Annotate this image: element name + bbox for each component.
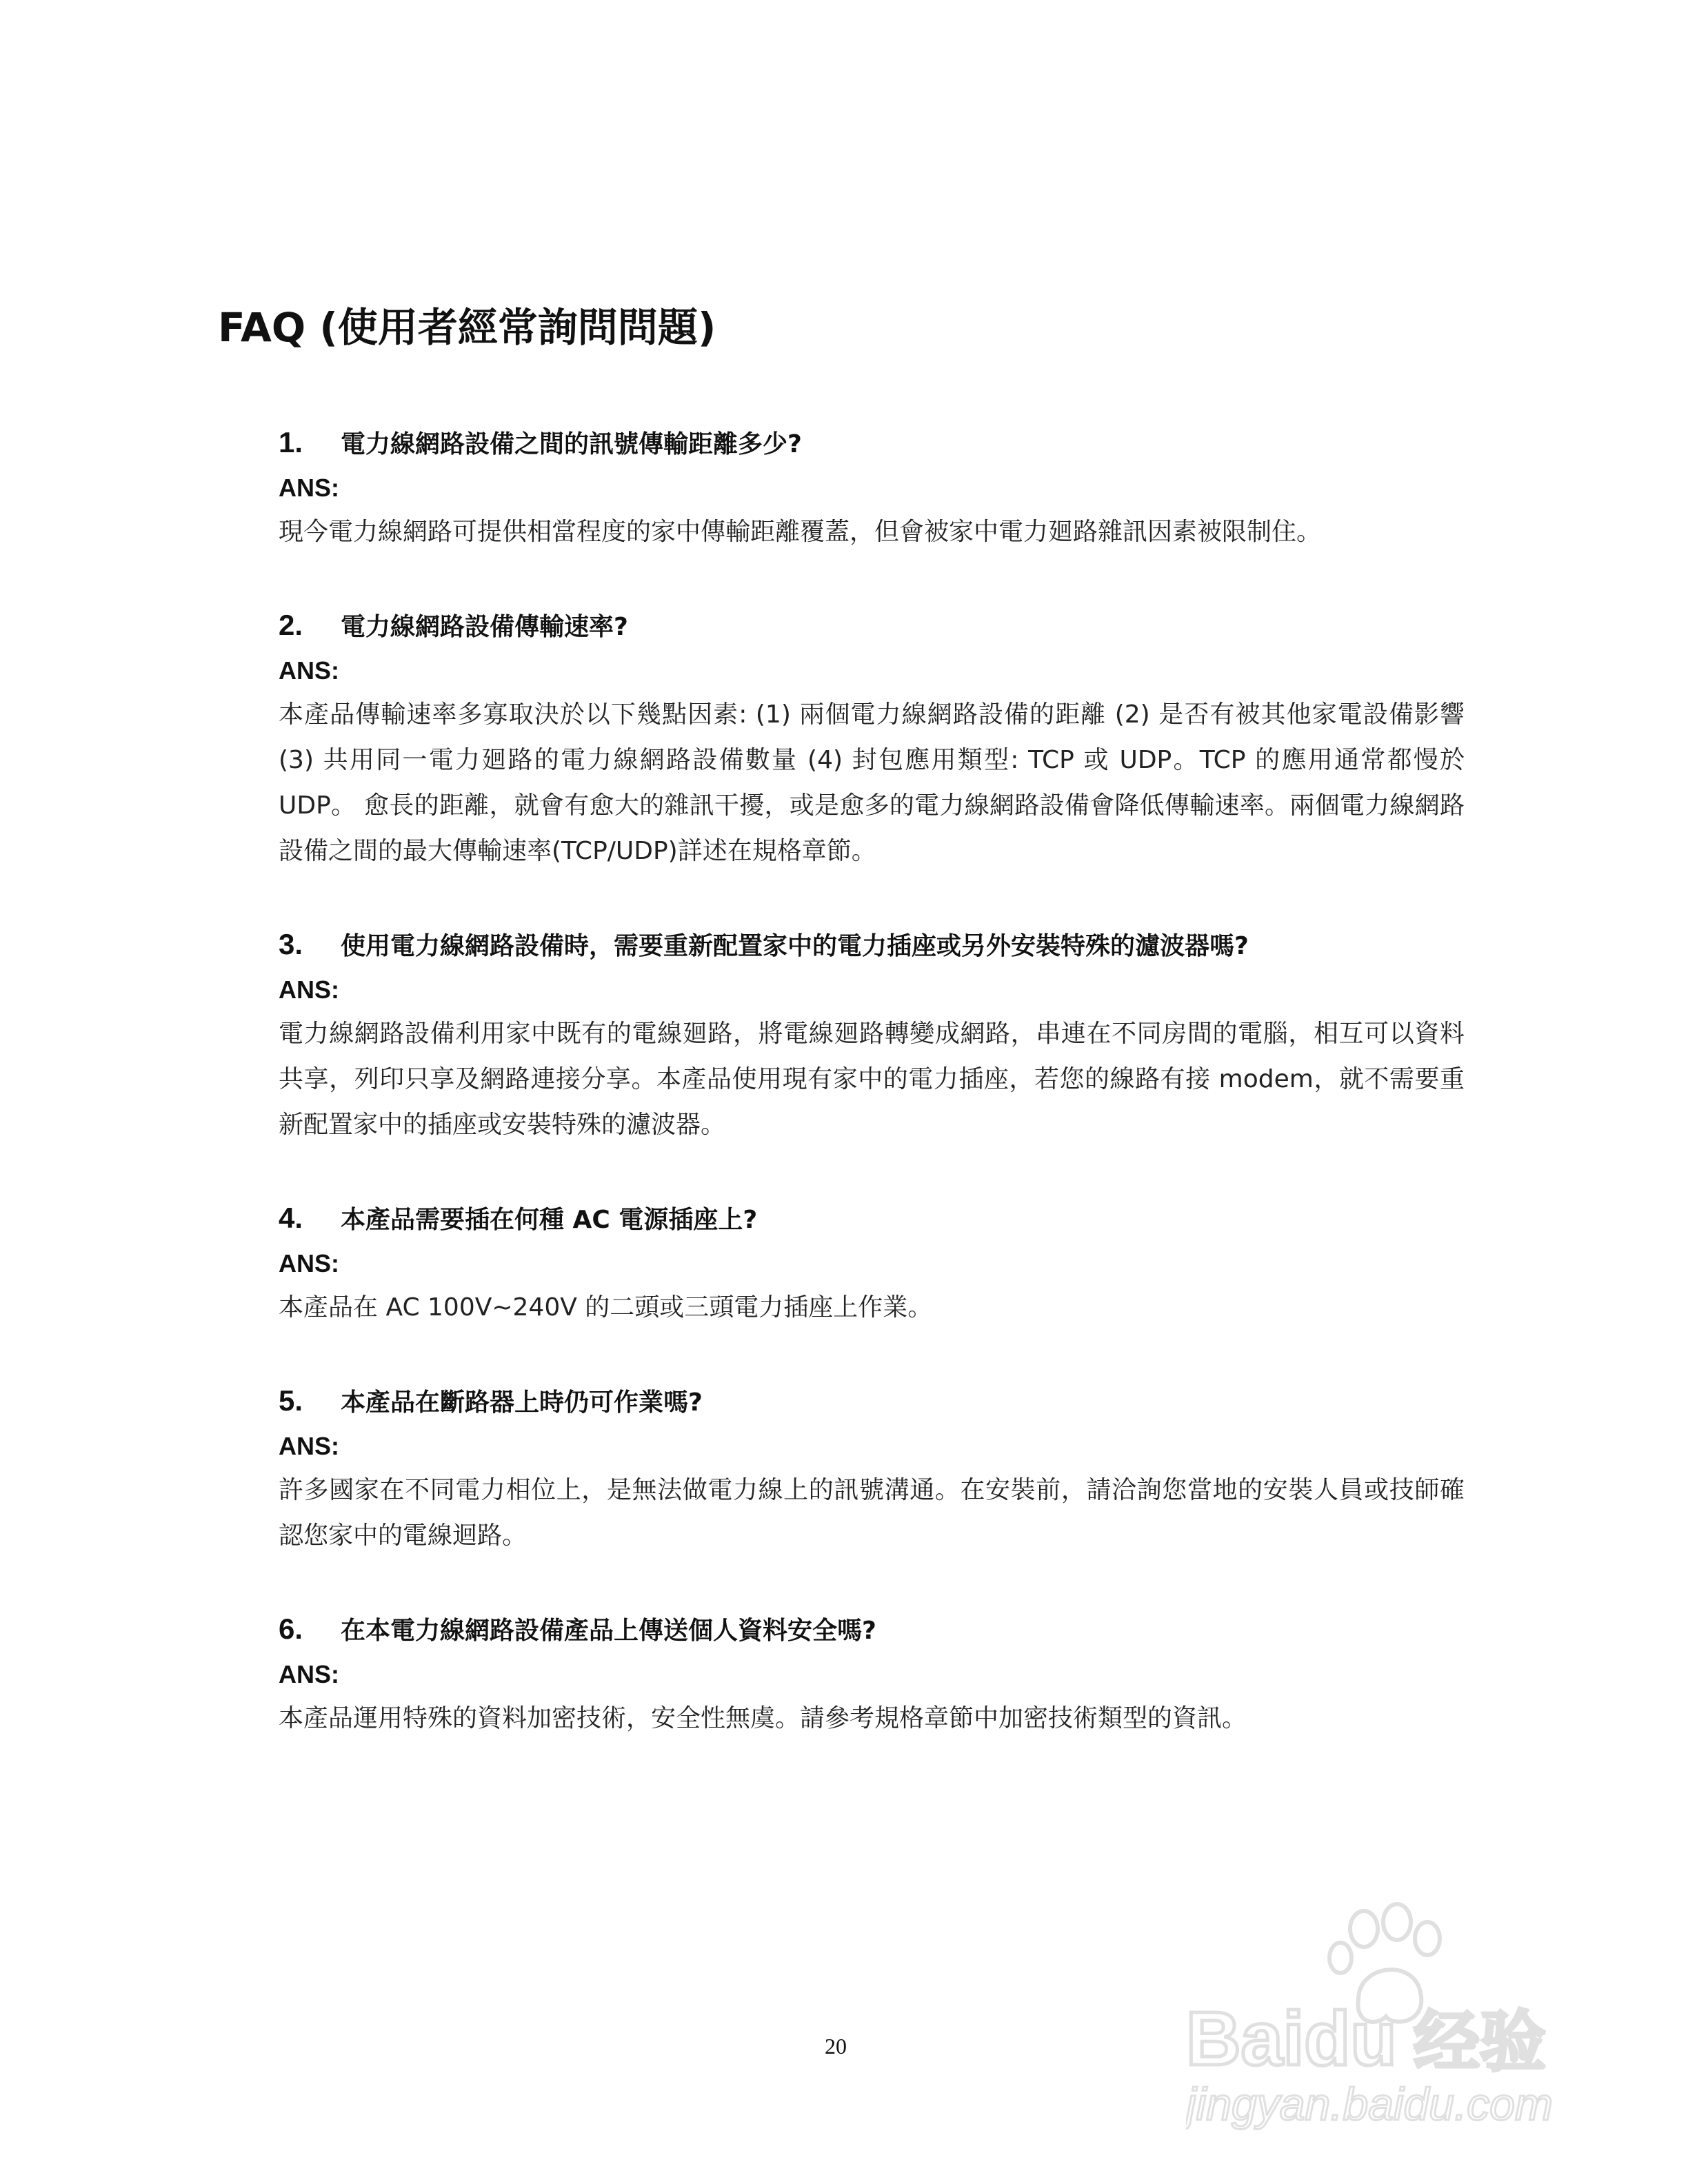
question-1 (279, 421, 1465, 467)
question-text: 電力線網路設備之間的訊號傳輸距離多少? (341, 430, 802, 458)
ans-label: ANS: (279, 656, 339, 685)
question-3 (279, 922, 1465, 969)
answer-1: 現今電力線網路可提供相當程度的家中傳輸距離覆蓋，但會被家中電力廻路雜訊因素被限制住。 (279, 518, 1322, 546)
answer-6: 本產品運用特殊的資料加密技術，安全性無虞。請參考規格章節中加密技術類型的資訊。 (279, 1704, 1247, 1732)
question-number: 5. (279, 1384, 303, 1417)
watermark-url: jingyan.baidu.com (1186, 2079, 1553, 2130)
faq-item-2 (279, 603, 1465, 874)
ans-label: ANS: (279, 474, 339, 502)
page-title: FAQ (使用者經常詢問問題) (218, 304, 716, 351)
question-text: 本產品在斷路器上時仍可作業嗎? (341, 1388, 703, 1417)
answer-3: 電力線網路設備利用家中既有的電線廻路，將電線廻路轉變成網路，串連在不同房間的電腦，相互可以資料共享，列印只享及網路連接分享。本產品使用現有家中的電力插座，若您的線路有接 modem，就不需要重新配置家中的插座或安裝特殊的濾波器。 (279, 1020, 1465, 1139)
page-number: 20 (825, 2034, 847, 2059)
faq-item-5 (279, 1379, 1465, 1559)
question-text: 使用電力線網路設備時，需要重新配置家中的電力插座或另外安裝特殊的濾波器嗎? (341, 932, 1249, 960)
question-number: 6. (279, 1612, 303, 1645)
watermark-brand-cn: 经验 (1414, 2003, 1546, 2081)
answer-4: 本產品在 AC 100V~240V 的二頭或三頭電力插座上作業。 (279, 1293, 933, 1322)
answer-2: 本產品傳輸速率多寡取決於以下幾點因素: (1) 兩個電力線網路設備的距離 (2) 是否有被其他家電設備影響 (3) 共用同一電力廻路的電力線網路設備數量 (4) 封包應用類型: TCP 或 UDP。TCP 的應用通常都慢於 UDP。 愈長的距離，就會有愈大的雜訊干擾，或是愈多的電力線網路設備會降低傳輸速率。兩個電力線網路設備之間的最大傳輸速率(TCP/UDP)詳述在規格章節。 (279, 700, 1465, 865)
question-text: 電力線網路設備傳輸速率? (341, 613, 628, 641)
baidu-paw-logo-icon (1186, 1889, 1572, 2137)
question-number: 4. (279, 1202, 303, 1234)
faq-item-1 (279, 421, 1465, 555)
faq-item-6 (279, 1607, 1465, 1741)
question-text: 本產品需要插在何種 AC 電源插座上? (341, 1206, 758, 1234)
answer-5: 許多國家在不同電力相位上，是無法做電力線上的訊號溝通。在安裝前，請洽詢您當地的安裝人員或技師確認您家中的電線迴路。 (279, 1476, 1465, 1550)
faq-item-3 (279, 922, 1465, 1148)
question-number: 3. (279, 928, 303, 960)
ans-label: ANS: (279, 1660, 339, 1688)
faq-list (279, 421, 1465, 1790)
faq-item-4 (279, 1196, 1465, 1331)
question-5 (279, 1379, 1465, 1425)
question-number: 2. (279, 609, 303, 641)
question-6 (279, 1607, 1465, 1653)
question-2 (279, 603, 1465, 649)
ans-label: ANS: (279, 975, 339, 1004)
ans-label: ANS: (279, 1432, 339, 1460)
ans-label: ANS: (279, 1249, 339, 1277)
watermark-brand: Baidu (1186, 1996, 1397, 2081)
baidu-jingyan-watermark (1186, 1889, 1572, 2137)
question-number: 1. (279, 426, 303, 458)
question-text: 在本電力線網路設備產品上傳送個人資料安全嗎? (341, 1617, 876, 1645)
question-4 (279, 1196, 1465, 1242)
